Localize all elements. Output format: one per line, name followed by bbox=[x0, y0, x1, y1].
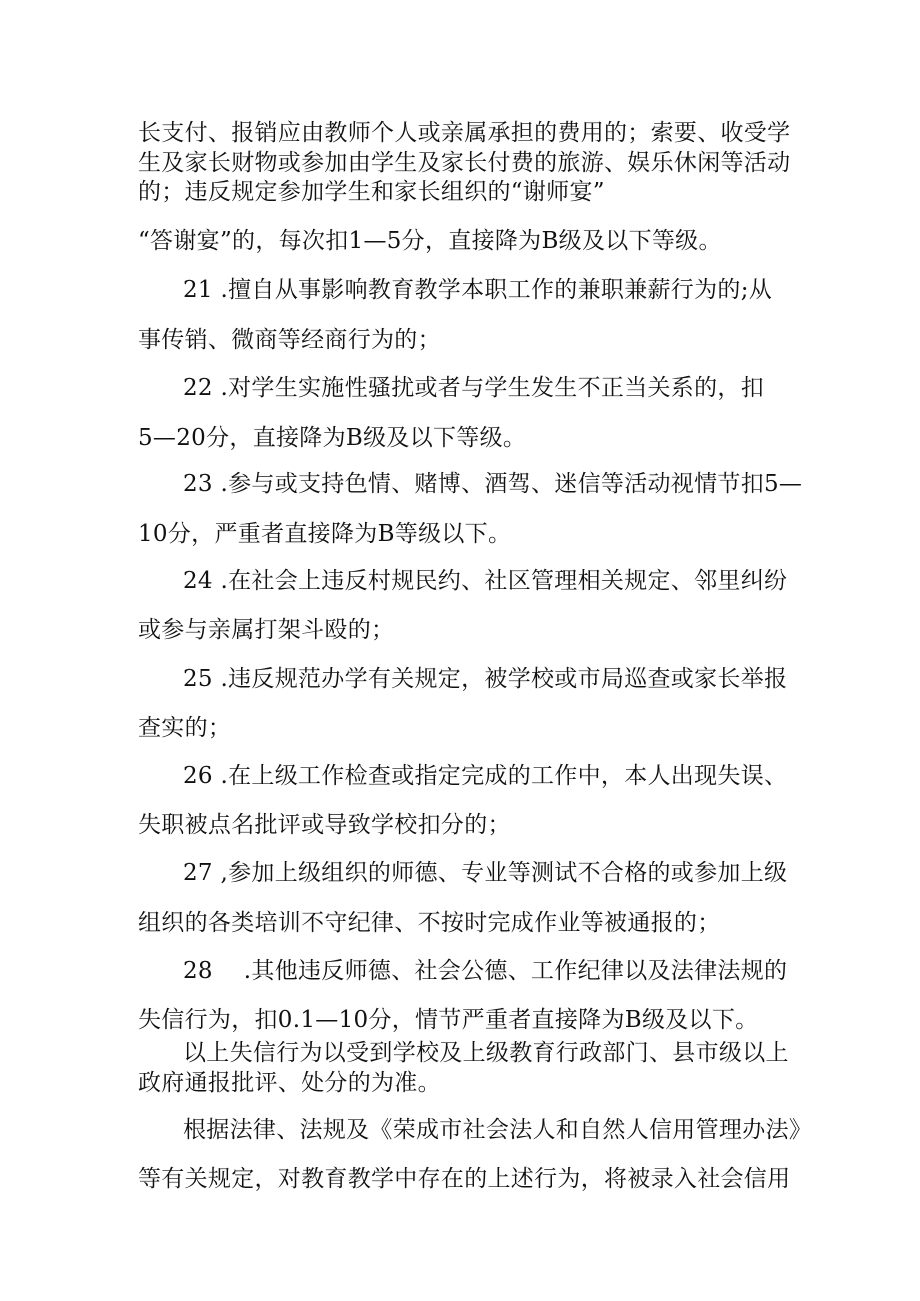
text-line: “答谢宴”的，每次扣1—5分，直接降为B级及以下等级。 bbox=[138, 228, 722, 254]
text-line: 26 .在上级工作检查或指定完成的工作中，本人出现失误、 bbox=[183, 763, 788, 789]
text-line: 或参与亲属打架斗殴的； bbox=[138, 617, 395, 643]
text-line: 5—20分，直接降为B级及以下等级。 bbox=[138, 425, 527, 451]
text-line: 生及家长财物或参加由学生及家长付费的旅游、娱乐休闲等活动 bbox=[138, 150, 791, 176]
text-line: 21 .擅自从事影响教育教学本职工作的兼职兼薪行为的;从 bbox=[183, 277, 773, 303]
text-line: 10分，严重者直接降为B等级以下。 bbox=[138, 521, 512, 547]
text-line: 查实的； bbox=[138, 715, 232, 741]
text-line: 组织的各类培训不守纪律、不按时完成作业等被通报的； bbox=[138, 910, 721, 936]
text-line: 23 .参与或支持色情、赌博、酒驾、迷信等活动视情节扣5— bbox=[183, 471, 803, 497]
text-line: 28 .其他违反师德、社会公德、工作纪律以及法律法规的 bbox=[183, 958, 788, 984]
text-line: 事传销、微商等经商行为的； bbox=[138, 327, 441, 353]
text-line: 根据法律、法规及《荣成市社会法人和自然人信用管理办法》 bbox=[183, 1117, 813, 1143]
text-line: 27 ,参加上级组织的师德、专业等测试不合格的或参加上级 bbox=[183, 860, 788, 886]
text-line: 政府通报批评、处分的为准。 bbox=[138, 1070, 441, 1096]
text-line: 等有关规定，对教育教学中存在的上述行为，将被录入社会信用 bbox=[138, 1166, 791, 1192]
text-line: 长支付、报销应由教师个人或亲属承担的费用的；索要、收受学 bbox=[138, 120, 791, 146]
text-line: 22 .对学生实施性骚扰或者与学生发生不正当关系的，扣 bbox=[183, 375, 764, 401]
text-line: 失信行为，扣0.1—10分，情节严重者直接降为B级及以下。 bbox=[138, 1007, 759, 1033]
text-line: 以上失信行为以受到学校及上级教育行政部门、县市级以上 bbox=[183, 1040, 789, 1066]
text-line: 25 .违反规范办学有关规定，被学校或市局巡查或家长举报 bbox=[183, 666, 788, 692]
text-line: 的；违反规定参加学生和家长组织的“谢师宴” bbox=[138, 179, 605, 205]
text-line: 失职被点名批评或导致学校扣分的； bbox=[138, 812, 511, 838]
text-line: 24 .在社会上违反村规民约、社区管理相关规定、邻里纠纷 bbox=[183, 568, 788, 594]
